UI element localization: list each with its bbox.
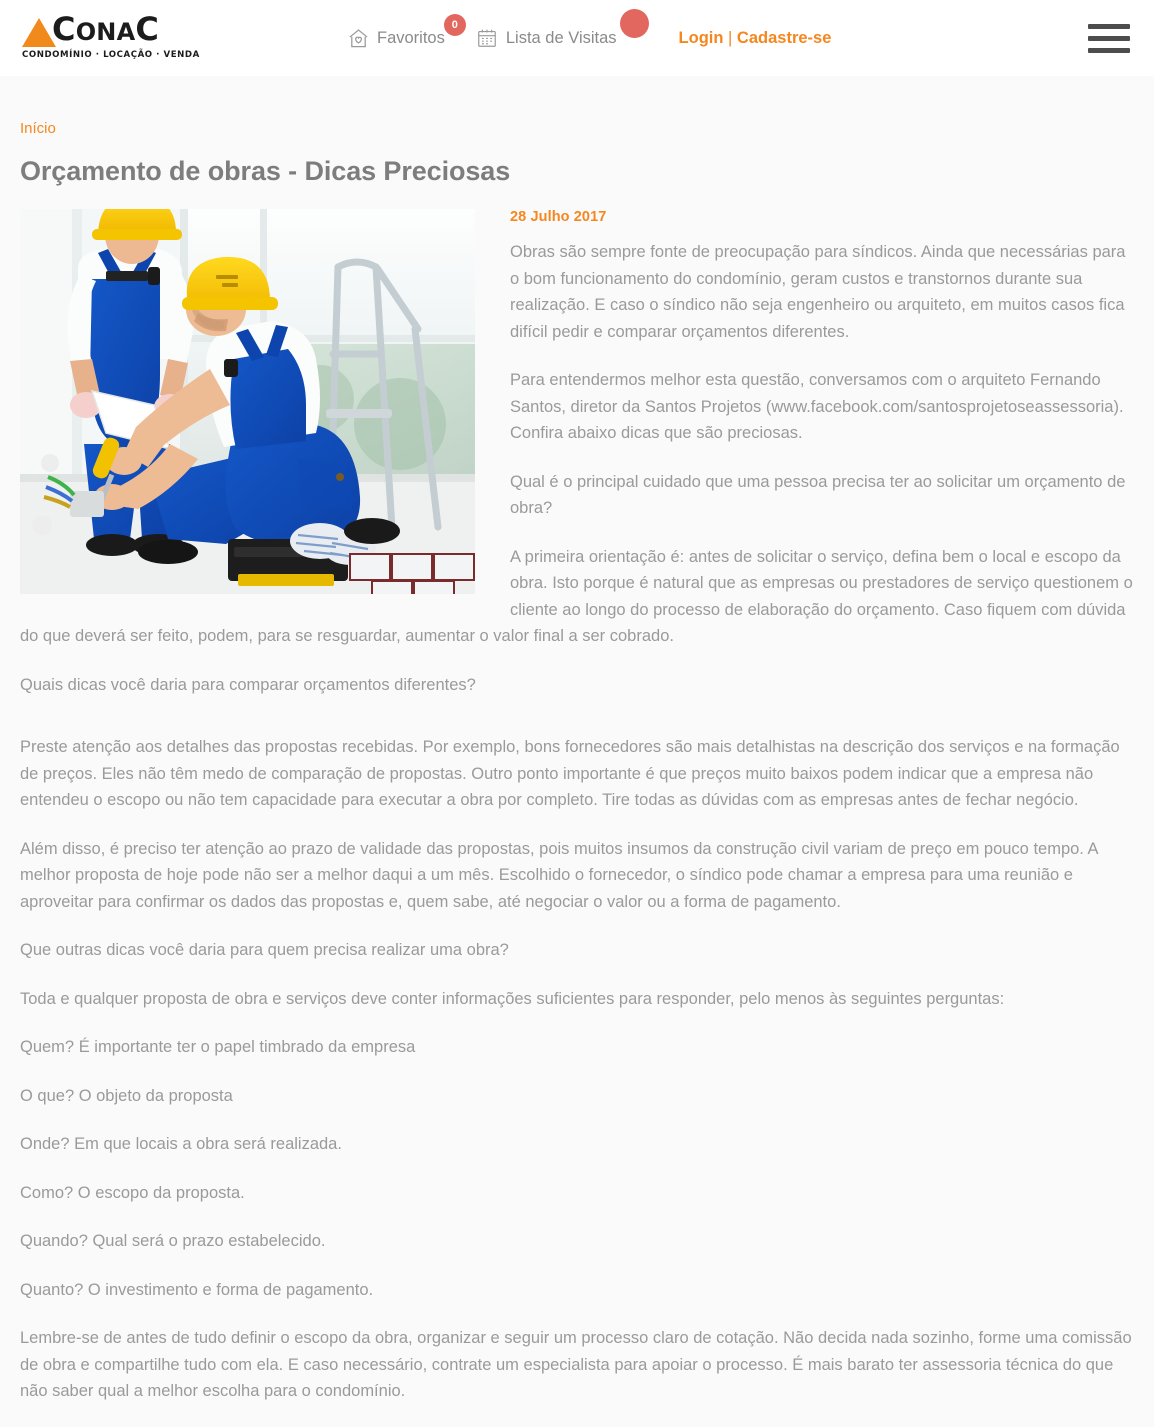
favoritos-badge: 0: [444, 14, 466, 36]
article-image: [20, 209, 475, 594]
hamburger-menu-icon[interactable]: [1088, 24, 1134, 53]
article-question: Quais dicas você daria para comparar orçamentos diferentes?: [20, 675, 476, 694]
nav-item-lista-de-visitas[interactable]: [475, 26, 617, 50]
logo-letter-c1: C: [52, 9, 76, 48]
nav-label-favoritos: Favoritos: [377, 28, 445, 47]
article-question: Que outras dicas você daria para quem precisa realizar uma obra?: [20, 941, 509, 959]
login-link[interactable]: Login: [678, 28, 724, 47]
workers-photo-illustration: [20, 209, 475, 594]
article-photo: [20, 209, 475, 594]
breadcrumb-home[interactable]: Início: [20, 120, 56, 137]
nav-item-favoritos[interactable]: [346, 18, 458, 50]
article-paragraph: Toda e qualquer proposta de obra e serviços deve conter informações suficientes para responder, pelo menos às seguintes perguntas:: [20, 989, 1005, 1008]
house-heart-icon: [346, 26, 370, 50]
logo-text: [52, 9, 160, 48]
logo-letter-a: A: [116, 17, 136, 46]
article-list-item: Onde? Em que locais a obra será realizada.: [20, 1135, 342, 1153]
hamburger-bar-1: [1088, 24, 1130, 29]
article-paragraph: Obras são sempre fonte de preocupação para síndicos. Ainda que necessárias para o bom funcionamento do condomínio, geram custos e transtornos durante sua realização. E caso o síndico não seja engenheiro ou arquiteto, em muitos casos fica difícil pedir e comparar orçamentos diferentes.: [510, 243, 1126, 341]
article-paragraph: Para entendermos melhor esta questão, conversamos com o arquiteto Fernando Santos, diretor da Santos Projetos (www.facebook.com/santosprojetoseassessoria). Confira abaixo dicas que são preciosas.: [510, 371, 1124, 442]
register-link[interactable]: Cadastre-se: [736, 28, 832, 47]
article-date: 28 Julho 2017: [510, 209, 607, 225]
header-nav: [346, 18, 832, 50]
logo-tagline: CONDOMÍNIO · LOCAÇÃO · VENDA: [22, 49, 200, 60]
logo-triangle-icon: [22, 18, 56, 47]
article-body: [10, 187, 1144, 1427]
auth-links[interactable]: [679, 29, 832, 48]
calendar-icon: [475, 26, 499, 50]
article-list-item: Quanto? O investimento e forma de pagamento.: [20, 1280, 374, 1299]
article-question: Qual é o principal cuidado que uma pessoa precisa ter ao solicitar um orçamento de obra?: [510, 472, 1126, 517]
article-paragraph: Além disso, é preciso ter atenção ao prazo de validade das propostas, pois muitos insumos da construção civil variam de preço em pouco tempo. A melhor proposta de hoje pode não ser a melhor daqui a um mês. Escolhido o fornecedor, o síndico pode chamar a empresa para uma reunião e aproveitar para confirmar os dados das propostas e, quem sabe, até negociar o valor ou a forma de pagamento.: [20, 839, 1098, 911]
article-list-item: Quando? Qual será o prazo estabelecido.: [20, 1232, 326, 1250]
lista-de-visitas-badge: [620, 9, 649, 38]
logo-letter-c2: C: [135, 9, 160, 48]
article-paragraph: Lembre-se de antes de tudo definir o escopo da obra, organizar e seguir um processo claro de cotação. Não decida nada sozinho, forme uma comissão de obra e compartilhe tudo com ela. E caso necessário, contrate um especialista para apoiar o processo. É mais barato ter assessoria técnica do que não saber qual a melhor escolha para o condomínio.: [20, 1329, 1132, 1400]
logo-letters-on: ON: [75, 17, 117, 46]
article-list-item: Quem? É importante ter o papel timbrado da empresa: [20, 1038, 416, 1056]
logo-wordmark: [22, 9, 194, 48]
auth-separator: |: [723, 28, 737, 47]
article-body-full-width: [20, 720, 1134, 1405]
hamburger-bar-3: [1088, 48, 1130, 53]
nav-label-lista-de-visitas: Lista de Visitas: [505, 28, 617, 47]
article-paragraph: Preste atenção aos detalhes das propostas recebidas. Por exemplo, bons fornecedores são mais detalhistas na descrição dos serviços e na formação de preços. Eles não têm medo de comparação de propostas. Outro ponto importante é que preços muito baixos podem indicar que a empresa não entendeu o escopo ou não tem capacidade para executar a obra por completo. Tire todas as dúvidas com as empresas antes de fechar negócio.: [20, 738, 1120, 809]
hamburger-bar-2: [1088, 36, 1130, 41]
page-title: Orçamento de obras - Dicas Preciosas: [20, 156, 511, 186]
article-list-item: O que? O objeto da proposta: [20, 1086, 233, 1105]
page-content: [0, 76, 1154, 1427]
site-logo[interactable]: [22, 9, 200, 60]
site-header: [0, 0, 1154, 76]
article-paragraph: A primeira orientação é: antes de solicitar o serviço, defina bem o local e escopo da obra. Isto porque é natural que as empresas ou prestadores de serviço questionem o cliente ao longo do processo de elaboração do orçamento. Caso fiquem com dúvida do que deverá ser feito, podem, para se resguardar, aumentar o valor final a ser cobrado.: [20, 547, 1133, 645]
article-list-item: Como? O escopo da proposta.: [20, 1183, 245, 1202]
